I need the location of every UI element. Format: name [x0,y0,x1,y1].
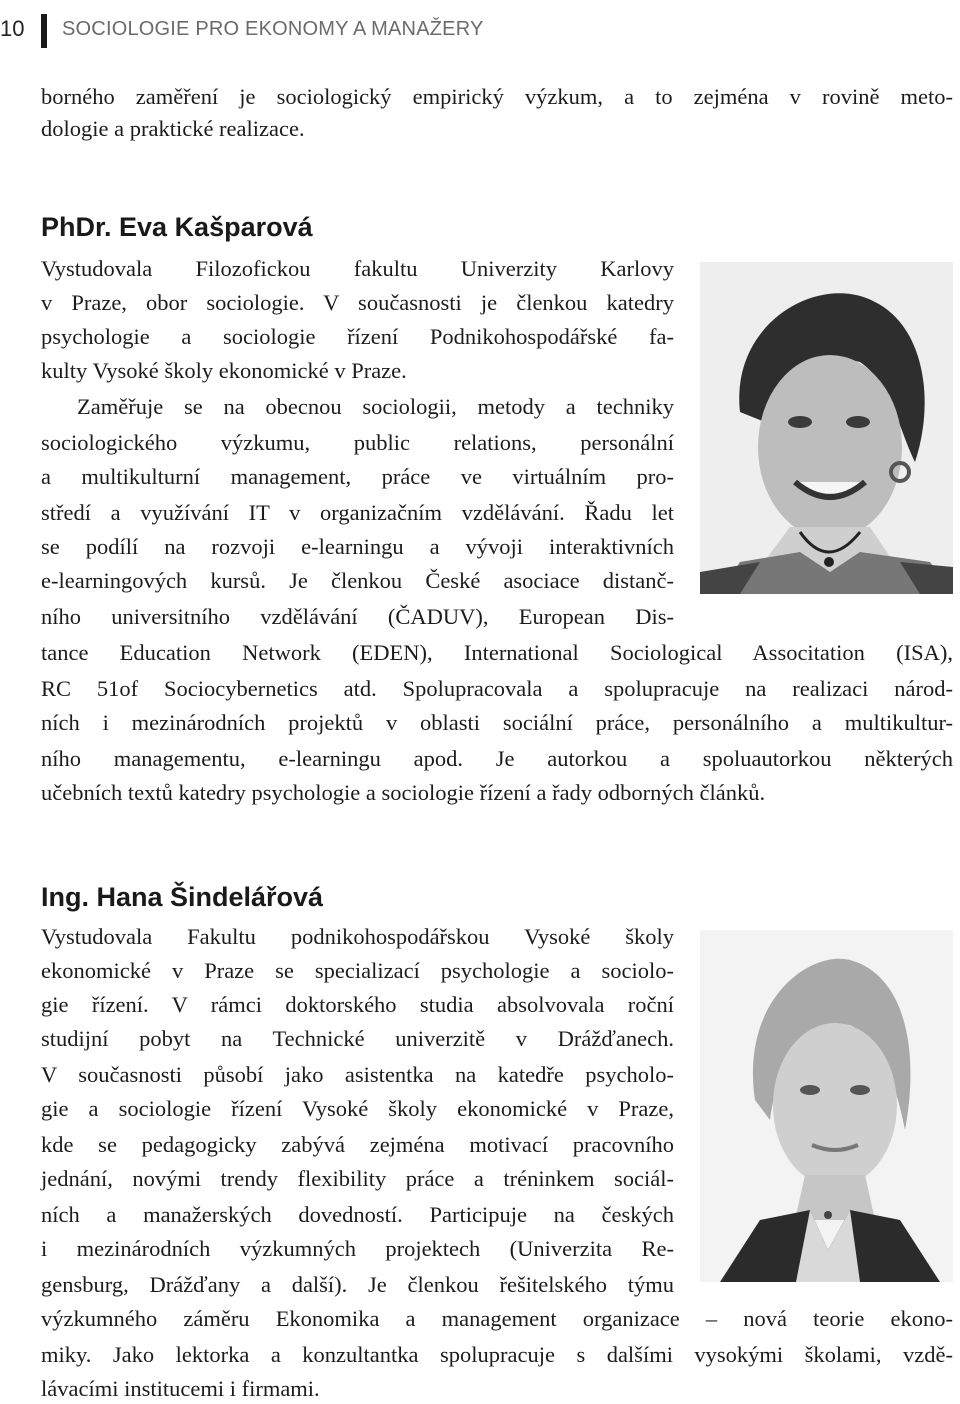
bio-line: se podílí na rozvoji e-learningu a vývoji interaktivních [41,534,674,559]
bio-line: Vystudovala Fakultu podnikohospodářskou Vysoké školy [41,924,674,949]
intro-line: dologie a praktické realizace. [41,116,305,141]
bio-line: středí a využívání IT v organizačním vzdělávání. Řadu let [41,500,674,525]
bio-line: studijní pobyt na Technické univerzitě v Drážďanech. [41,1026,674,1051]
person-name-heading: PhDr. Eva Kašparová [41,212,313,242]
bio-line: i mezinárodních výzkumných projektech (Univerzita Re- [41,1236,674,1261]
bio-line: ekonomické v Praze se specializací psychologie a sociolo- [41,958,674,983]
bio-line: ních a manažerských dovedností. Participuje na českých [41,1202,674,1227]
portrait-illustration [700,930,953,1282]
bio-line: miky. Jako lektorka a konzultantka spolupracuje s dalšími vysokými školami, vzdě- [41,1342,953,1367]
page-number: 10 [0,16,25,41]
bio-line: v Praze, obor sociologie. V současnosti je členkou katedry [41,290,674,315]
bio-line: Vystudovala Filozofickou fakultu Univerzity Karlovy [41,256,674,281]
bio-line: gie řízení. V rámci doktorského studia absolvovala roční [41,992,674,1017]
bio-line: V současnosti působí jako asistentka na katedře psycholo- [41,1062,674,1087]
bio-line: e-learningových kursů. Je členkou České asociace distanč- [41,568,674,593]
bio-line: psychologie a sociologie řízení Podnikohospodářské fa- [41,324,674,349]
bio-line: učebních textů katedry psychologie a sociologie řízení a řady odborných článků. [41,780,766,805]
bio-line: sociologického výzkumu, public relations, personální [41,430,674,455]
bio-line: tance Education Network (EDEN), International Sociological Associtation (ISA), [41,640,953,665]
portrait-photo-eva [700,262,953,594]
bio-line: gie a sociologie řízení Vysoké školy ekonomické v Praze, [41,1096,674,1121]
bio-line: jednání, novými trendy flexibility práce a tréninkem sociál- [41,1166,674,1191]
bio-line: a multikulturní management, práce ve virtuálním pro- [41,464,674,489]
bio-line: gensburg, Drážďany a další). Je členkou řešitelského týmu [41,1272,674,1297]
header-divider [41,14,47,48]
bio-line: ního managementu, e-learningu apod. Je autorkou a spoluautorkou některých [41,746,953,771]
portrait-photo-hana [700,930,953,1282]
bio-line: lávacími institucemi i firmami. [41,1376,320,1401]
bio-line: ních i mezinárodních projektů v oblasti sociální práce, personálního a multikultur- [41,710,953,735]
person-name-heading: Ing. Hana Šindelářová [41,882,324,912]
intro-line: borného zaměření je sociologický empirický výzkum, a to zejména v rovině meto- [41,84,953,109]
bio-line: ního universitního vzdělávání (ČADUV), European Dis- [41,604,674,629]
bio-line: výzkumného záměru Ekonomika a management organizace – nová teorie ekono- [41,1306,953,1331]
bio-line: kulty Vysoké školy ekonomické v Praze. [41,358,407,383]
bio-line: kde se pedagogicky zabývá zejména motivací pracovního [41,1132,674,1157]
running-header [0,14,960,48]
portrait-illustration [700,262,953,594]
running-title: SOCIOLOGIE PRO EKONOMY A MANAŽERY [62,18,484,40]
bio-line: RC 51of Sociocybernetics atd. Spolupracovala a spolupracuje na realizaci národ- [41,676,953,701]
bio-line: Zaměřuje se na obecnou sociologii, metody a techniky [77,394,674,419]
